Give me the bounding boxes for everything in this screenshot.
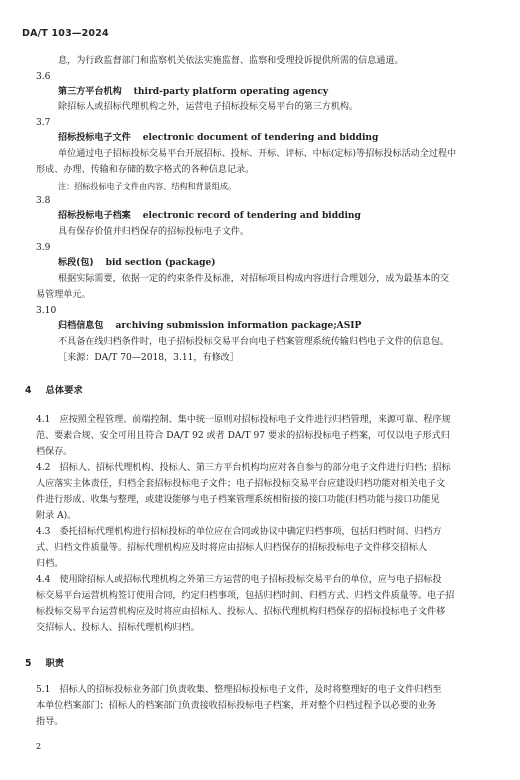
term-english: archiving submission information package;ASIP [115, 320, 362, 331]
term-heading [58, 132, 378, 144]
term-definition: 形成、办理、传输和存储的数字格式的各种信息记录。 [36, 165, 255, 175]
paragraph-line: 4.2 招标人、招标代理机构、投标人、第三方平台机构均应对各自参与的部分电子文件进行归档；招标 [36, 463, 451, 473]
clause-number: 3.10 [36, 306, 57, 316]
paragraph-line: 4.3 委托招标代理机构进行招标投标的单位应在合同或协议中确定归档事项，包括归档时间、归档方 [36, 527, 442, 537]
term-chinese: 第三方平台机构 [58, 87, 122, 97]
clause-number: 3.7 [36, 118, 51, 128]
paragraph-line: 人应落实主体责任，归档全套招标投标电子文件；电子招标投标交易平台应建设归档功能对相关电子文 [36, 479, 446, 489]
term-definition: 单位通过电子招标投标交易平台开展招标、投标、开标、评标、中标(定标)等招标投标活动全过程中 [58, 149, 457, 159]
source-reference: ［来源：DA/T 70—2018，3.11，有修改］ [58, 353, 239, 363]
term-chinese: 归档信息包 [58, 321, 104, 331]
section-heading [25, 655, 78, 669]
term-definition: 根据实际需要，依据一定的约束条件及标准，对招标项目构成内容进行合理划分，成为最基本的交 [58, 274, 450, 284]
term-chinese: 标段(包) [58, 258, 94, 268]
clause-number: 3.9 [36, 243, 51, 253]
term-definition: 不具备在线归档条件时，电子招标投标交易平台向电子档案管理系统传输归档电子文件的信息包。 [58, 337, 450, 347]
section-heading [25, 382, 97, 396]
paragraph-line: 息，为行政监督部门和监察机关依法实施监督、监察和受理投诉提供所需的信息通道。 [58, 56, 404, 66]
page-number: 2 [36, 742, 42, 751]
term-english: electronic document of tendering and bidding [142, 132, 379, 143]
paragraph-line: 4.1 应按照全程管理、前端控制、集中统一原则对招标投标电子文件进行归档管理，来源可靠、程序规 [36, 415, 451, 425]
paragraph-line: 件进行形成、收集与整理，或建设能够与电子档案管理系统相衔接的接口功能(归档功能与接口功能见 [36, 495, 440, 505]
term-english: bid section (package) [105, 257, 216, 268]
paragraph-line: 档保存。 [36, 447, 73, 457]
paragraph-line: 4.4 使用除招标人或招标代理机构之外第三方运营的电子招标投标交易平台的单位，应与电子招标投 [36, 575, 442, 585]
section-number: 5 [25, 658, 32, 669]
paragraph-line: 交招标人、投标人、招标代理机构归档。 [36, 623, 200, 633]
term-chinese: 招标投标电子档案 [58, 211, 131, 221]
term-english: third-party platform operating agency [133, 86, 329, 97]
term-heading [58, 320, 361, 332]
paragraph-line: 5.1 招标人的招标投标业务部门负责收集、整理招标投标电子文件，及时将整理好的电子文件归档至 [36, 685, 442, 695]
paragraph-line: 本单位档案部门；招标人的档案部门负责接收招标投标电子档案，并对整个归档过程予以必要的业务 [36, 701, 437, 711]
term-english: electronic record of tendering and bidding [142, 210, 361, 221]
paragraph-line: 范、要素合规、安全可用且符合 DA/T 92 或者 DA/T 97 要求的招标投标电子档案，可仅以电子形式归 [36, 431, 450, 441]
paragraph-line: 式、归档文件质量等。招标代理机构应及时将应由招标人归档保存的招标投标电子文件移交招标人 [36, 543, 428, 553]
note: 注：招标投标电子文件由内容、结构和背景组成。 [58, 181, 237, 191]
paragraph-line: 标交易平台运营机构签订使用合同，约定归档事项，包括归档时间、归档方式、归档文件质量等。电子招 [36, 591, 455, 601]
term-heading [58, 210, 361, 222]
paragraph-line: 指导。 [36, 717, 64, 727]
section-title: 职责 [45, 658, 65, 669]
term-definition: 除招标人或招标代理机构之外，运营电子招标投标交易平台的第三方机构。 [58, 102, 359, 112]
term-heading [58, 257, 216, 269]
term-heading [58, 86, 328, 98]
term-definition: 具有保存价值并归档保存的招标投标电子文件。 [58, 227, 249, 237]
term-chinese: 招标投标电子文件 [58, 133, 131, 143]
clause-number: 3.6 [36, 72, 51, 82]
term-definition: 易管理单元。 [36, 290, 91, 300]
paragraph-line: 归档。 [36, 559, 64, 569]
paragraph-line: 标投标交易平台运营机构应及时将应由招标人、投标人、招标代理机构归档保存的招标投标电子文件移 [36, 607, 446, 617]
section-number: 4 [25, 385, 32, 396]
clause-number: 3.8 [36, 196, 51, 206]
document-code-header: DA/T 103—2024 [22, 28, 109, 39]
paragraph-line: 附录 A)。 [36, 511, 77, 521]
section-title: 总体要求 [45, 385, 83, 396]
